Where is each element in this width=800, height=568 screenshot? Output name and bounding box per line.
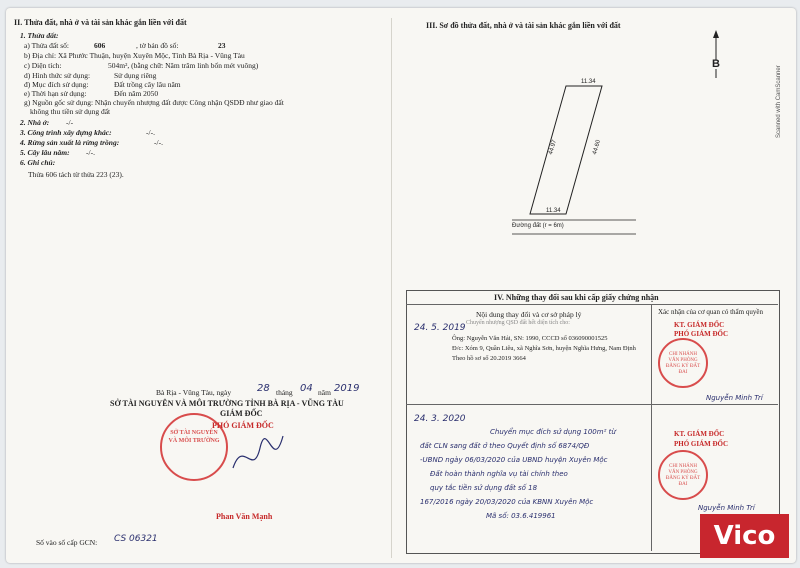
parcel-number-label: a) Thửa đất số: [24,41,69,50]
use-form-value: Sử dụng riêng [114,71,157,80]
origin-line-2: không thu tiền sử dụng đất [30,107,111,116]
certificate-sheet [6,8,796,563]
use-purpose-value: Đất trồng cây lâu năm [114,80,181,89]
director-title: GIÁM ĐỐC [220,409,263,418]
entry-2-line-7: Mã số: 03.6.419961 [486,512,556,520]
notes-text: Thửa 606 tách từ thửa 223 (23). [28,170,124,179]
section-ii-heading: II. Thửa đất, nhà ở và tài sản khác gắn liền với đất [14,18,187,27]
dim-right: 44.60 [592,139,602,156]
col-content-faint: Chuyển nhượng QSD đất hết diện tích cho: [466,320,570,326]
section-iii-heading: III. Sơ đồ thửa đất, nhà ở và tài sản khác gắn liền với đất [426,21,621,30]
address: b) Địa chỉ: Xã Phước Thuận, huyện Xuyên Mộc, Tỉnh Bà Rịa - Vũng Tàu [24,51,245,60]
road-label: Đường đất (r = 6m) [512,223,564,229]
map-sheet-label: , tờ bản đồ số: [136,41,179,50]
entry-1-signer: Nguyễn Minh Trí [706,394,763,402]
perennial-trees-heading: 5. Cây lâu năm: [20,148,70,157]
director-signature [228,428,288,483]
entry-1-role-2: PHÓ GIÁM ĐỐC [674,330,729,338]
parcel-number: 606 [94,41,106,50]
gcn-register-label: Số vào sổ cấp GCN: [36,538,98,547]
vico-logo: Vico [700,514,789,558]
use-term-label: e) Thời hạn sử dụng: [24,89,87,98]
dim-top: 11.34 [581,79,596,85]
entry-1-seal [658,338,708,388]
entry-1-line-3: Theo hồ sơ số 20.2019 3664 [452,355,526,362]
land-parcel-heading: 1. Thửa đất: [20,31,59,40]
entry-2-role-1: KT. GIÁM ĐỐC [674,430,725,438]
production-forest-heading: 4. Rừng sản xuất là rừng trồng: [20,138,120,147]
entry-2-line-1: Chuyển mục đích sử dụng 100m² từ [490,428,616,436]
entry-2-seal-text: CHI NHÁNH VĂN PHÒNG ĐĂNG KÝ ĐẤT ĐAI [665,464,701,487]
dim-left: 44.97 [548,139,558,156]
issue-month: 04 [300,383,313,394]
col-content-header: Nội dung thay đổi và cơ sở pháp lý [476,310,582,319]
col-confirm-header: Xác nhận của cơ quan có thẩm quyền [658,308,763,316]
issue-day: 28 [257,383,270,394]
entry-1-line-1: Ông: Nguyễn Văn Hải, SN: 1990, CCCD số 036090001525 [452,335,608,342]
notes-heading: 6. Ghi chú: [20,158,56,167]
other-construction-heading: 3. Công trình xây dựng khác: [20,128,112,137]
table-column-divider [651,305,652,551]
entry-1-date: 24. 5. 2019 [414,323,466,333]
house-value: -/- [66,118,74,127]
department-name: SỞ TÀI NGUYÊN VÀ MÔI TRƯỜNG TỈNH BÀ RỊA - VŨNG TÀU [110,399,344,408]
other-construction-value: -/-. [146,128,155,137]
entry-2-role-2: PHÓ GIÁM ĐỐC [674,440,729,448]
entry-2-line-6: 167/2016 ngày 20/03/2020 của KBNN Xuyên Mộc [420,498,594,506]
issue-date-prefix: Bà Rịa - Vũng Tàu, ngày [156,388,232,397]
production-forest-value: -/-. [154,138,163,147]
entry-2-line-2: đất CLN sang đất ở theo Quyết định số 6874/QĐ [420,442,590,450]
issue-year: 2019 [334,383,360,394]
signer-name: Phan Văn Mạnh [216,512,273,521]
entry-2-line-4: Đất hoàn thành nghĩa vụ tài chính theo [430,470,568,478]
page-fold [391,18,392,558]
entry-2-line-3: -UBND ngày 06/03/2020 của UBND huyện Xuyên Mộc [420,456,608,464]
seal-text: SỞ TÀI NGUYÊN VÀ MÔI TRƯỜNG [168,430,220,444]
deputy-director-title: PHÓ GIÁM ĐỐC [212,421,274,430]
entry-2-signer: Nguyễn Minh Trí [698,504,755,512]
scanner-watermark: Scanned with CamScanner [776,65,782,138]
perennial-trees-value: -/-. [86,148,95,157]
use-purpose-label: đ) Mục đích sử dụng: [24,80,89,89]
entry-2-seal [658,450,708,500]
north-arrow-icon [706,30,726,80]
entry-1-seal-text: CHI NHÁNH VĂN PHÒNG ĐĂNG KÝ ĐẤT ĐAI [665,352,701,375]
north-label: B [712,58,720,70]
origin-line-1: g) Nguồn gốc sử dụng: Nhận chuyển nhượng đất được Công nhận QSDĐ như giao đất [24,98,284,107]
entry-separator [406,404,778,405]
use-term-value: Đến năm 2050 [114,89,159,98]
dim-bottom: 11.34 [546,208,561,214]
issue-month-label: tháng [276,388,293,397]
entry-2-date: 24. 3. 2020 [414,414,466,424]
map-sheet-number: 23 [218,41,226,50]
use-form-label: d) Hình thức sử dụng: [24,71,91,80]
entry-1-role-1: KT. GIÁM ĐỐC [674,321,725,329]
house-heading: 2. Nhà ở: [20,118,50,127]
entry-1-line-2: Đ/c: Xóm 9, Quần Liêu, xã Nghĩa Sơn, huyện Nghĩa Hưng, Nam Định [452,345,636,352]
gcn-register-number: CS 06321 [114,534,158,544]
area-value: 504m², (bằng chữ: Năm trăm linh bốn mét vuông) [108,61,259,70]
entry-2-line-5: quy tắc tiền sử dụng đất số 18 [430,484,538,492]
area-label: c) Diện tích: [24,61,62,70]
section-iv-heading: IV. Những thay đổi sau khi cấp giấy chứng nhận [494,293,659,302]
official-seal [160,413,228,481]
table-header-rule [406,304,778,305]
issue-year-label: năm [318,388,331,397]
